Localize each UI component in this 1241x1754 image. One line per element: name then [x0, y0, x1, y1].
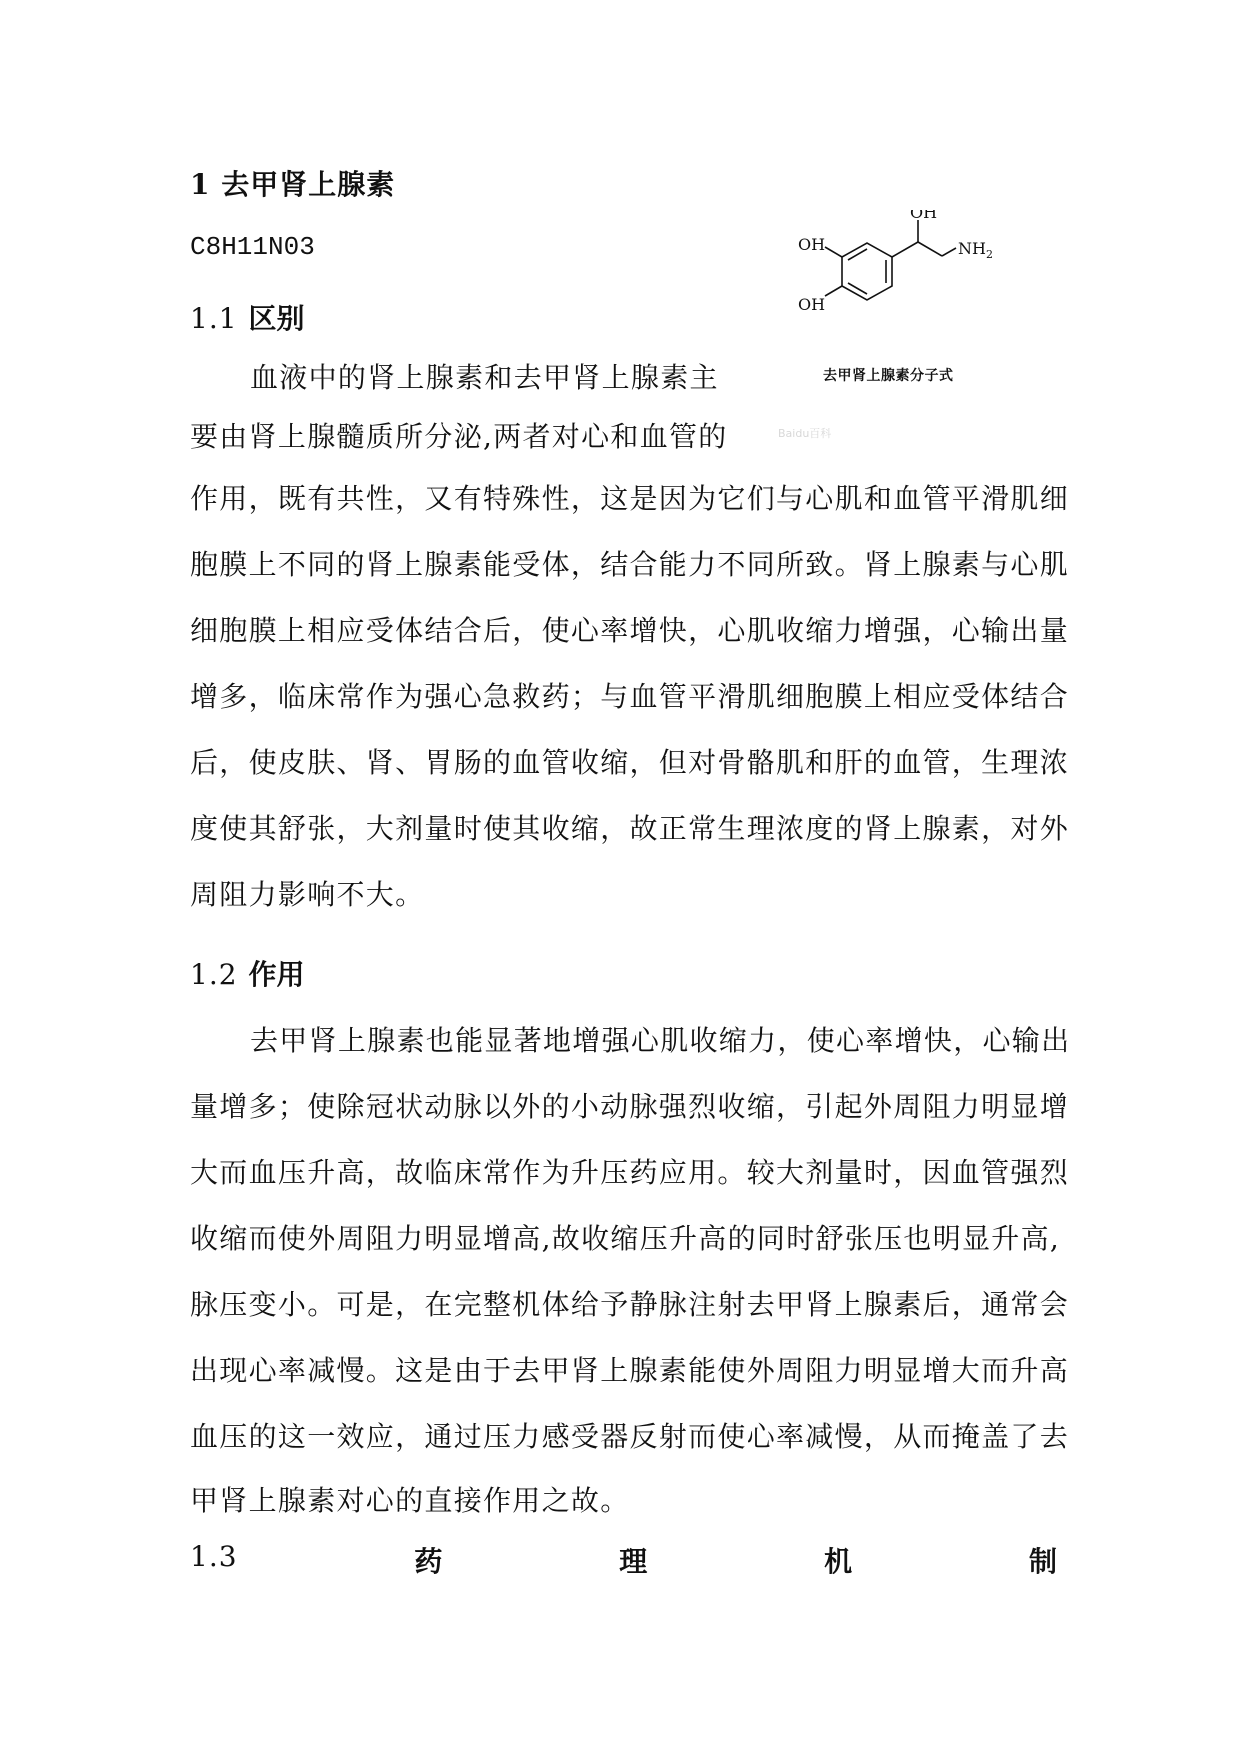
paragraph-line: 量增多；使除冠状动脉以外的小动脉强烈收缩，引起外周阻力明显增	[190, 1090, 1070, 1123]
paragraph-line: 胞膜上不同的肾上腺素能受体，结合能力不同所致。肾上腺素与心肌	[190, 548, 1070, 581]
paragraph-line: 增多，临床常作为强心急救药；与血管平滑肌细胞膜上相应受体结合	[190, 680, 1070, 713]
section-1-3-heading	[190, 1540, 1057, 1580]
paragraph-line: 血液中的肾上腺素和去甲肾上腺素主	[250, 361, 719, 394]
paragraph-line: 血压的这一效应，通过压力感受器反射而使心率减慢，从而掩盖了去	[190, 1420, 1070, 1453]
atom-oh-top: OH	[798, 235, 826, 254]
paragraph-line: 作用，既有共性，又有特殊性，这是因为它们与心肌和血管平滑肌细	[190, 482, 1070, 515]
section-number: 1.3	[190, 1540, 238, 1573]
bond-chain-3	[942, 248, 956, 256]
section-title-char: 制	[1028, 1545, 1057, 1578]
section-title-char: 药	[414, 1545, 443, 1578]
paragraph-line: 细胞膜上相应受体结合后，使心率增快，心肌收缩力增强，心输出量	[190, 614, 1070, 647]
section-title: 作用	[248, 958, 305, 991]
molecule-figure	[770, 210, 1030, 450]
watermark: Baidu百科	[778, 427, 832, 440]
figure-caption: 去甲肾上腺素分子式	[823, 368, 954, 384]
paragraph-line: 出现心率减慢。这是由于去甲肾上腺素能使外周阻力明显增大而升高	[190, 1354, 1070, 1387]
paragraph-line: 周阻力影响不大。	[190, 878, 425, 911]
paragraph-line: 要由肾上腺髓质所分泌,两者对心和血管的	[190, 420, 728, 453]
paragraph-line: 甲肾上腺素对心的直接作用之故。	[190, 1484, 630, 1517]
section-title-char: 机	[824, 1545, 853, 1578]
section-title: 区别	[248, 302, 305, 335]
norepinephrine-structure-diagram	[770, 210, 1030, 360]
paragraph-line: 后，使皮肤、肾、胃肠的血管收缩，但对骨骼肌和肝的血管，生理浓	[190, 746, 1070, 779]
section-number: 1.2	[190, 958, 238, 991]
section-1-1-heading	[190, 297, 304, 337]
section-1-2-heading	[190, 953, 304, 993]
bond-chain-1	[892, 242, 918, 257]
atom-oh-chain: OH	[910, 210, 938, 222]
bond-chain-2	[918, 242, 942, 256]
atom-oh-bottom: OH	[798, 295, 826, 314]
section-number: 1.1	[190, 302, 238, 335]
bond-oh-bottom	[825, 286, 842, 296]
paragraph-line: 大而血压升高，故临床常作为升压药应用。较大剂量时，因血管强烈	[190, 1156, 1070, 1189]
paragraph-line: 度使其舒张，大剂量时使其收缩，故正常生理浓度的肾上腺素，对外	[190, 812, 1070, 845]
heading-1: 1 去甲肾上腺素	[190, 168, 396, 201]
bond-oh-top	[825, 247, 842, 257]
benzene-ring	[842, 243, 892, 300]
paragraph-line: 脉压变小。可是，在完整机体给予静脉注射去甲肾上腺素后，通常会	[190, 1288, 1070, 1321]
atom-nh2: $NH_2$	[958, 239, 993, 261]
chemical-formula: C8H11N03	[190, 232, 315, 262]
section-title-char: 理	[619, 1545, 648, 1578]
paragraph-line: 收缩而使外周阻力明显增高,故收缩压升高的同时舒张压也明显升高,	[190, 1222, 1061, 1255]
paragraph-line: 去甲肾上腺素也能显著地增强心肌收缩力，使心率增快，心输出	[250, 1024, 1071, 1057]
